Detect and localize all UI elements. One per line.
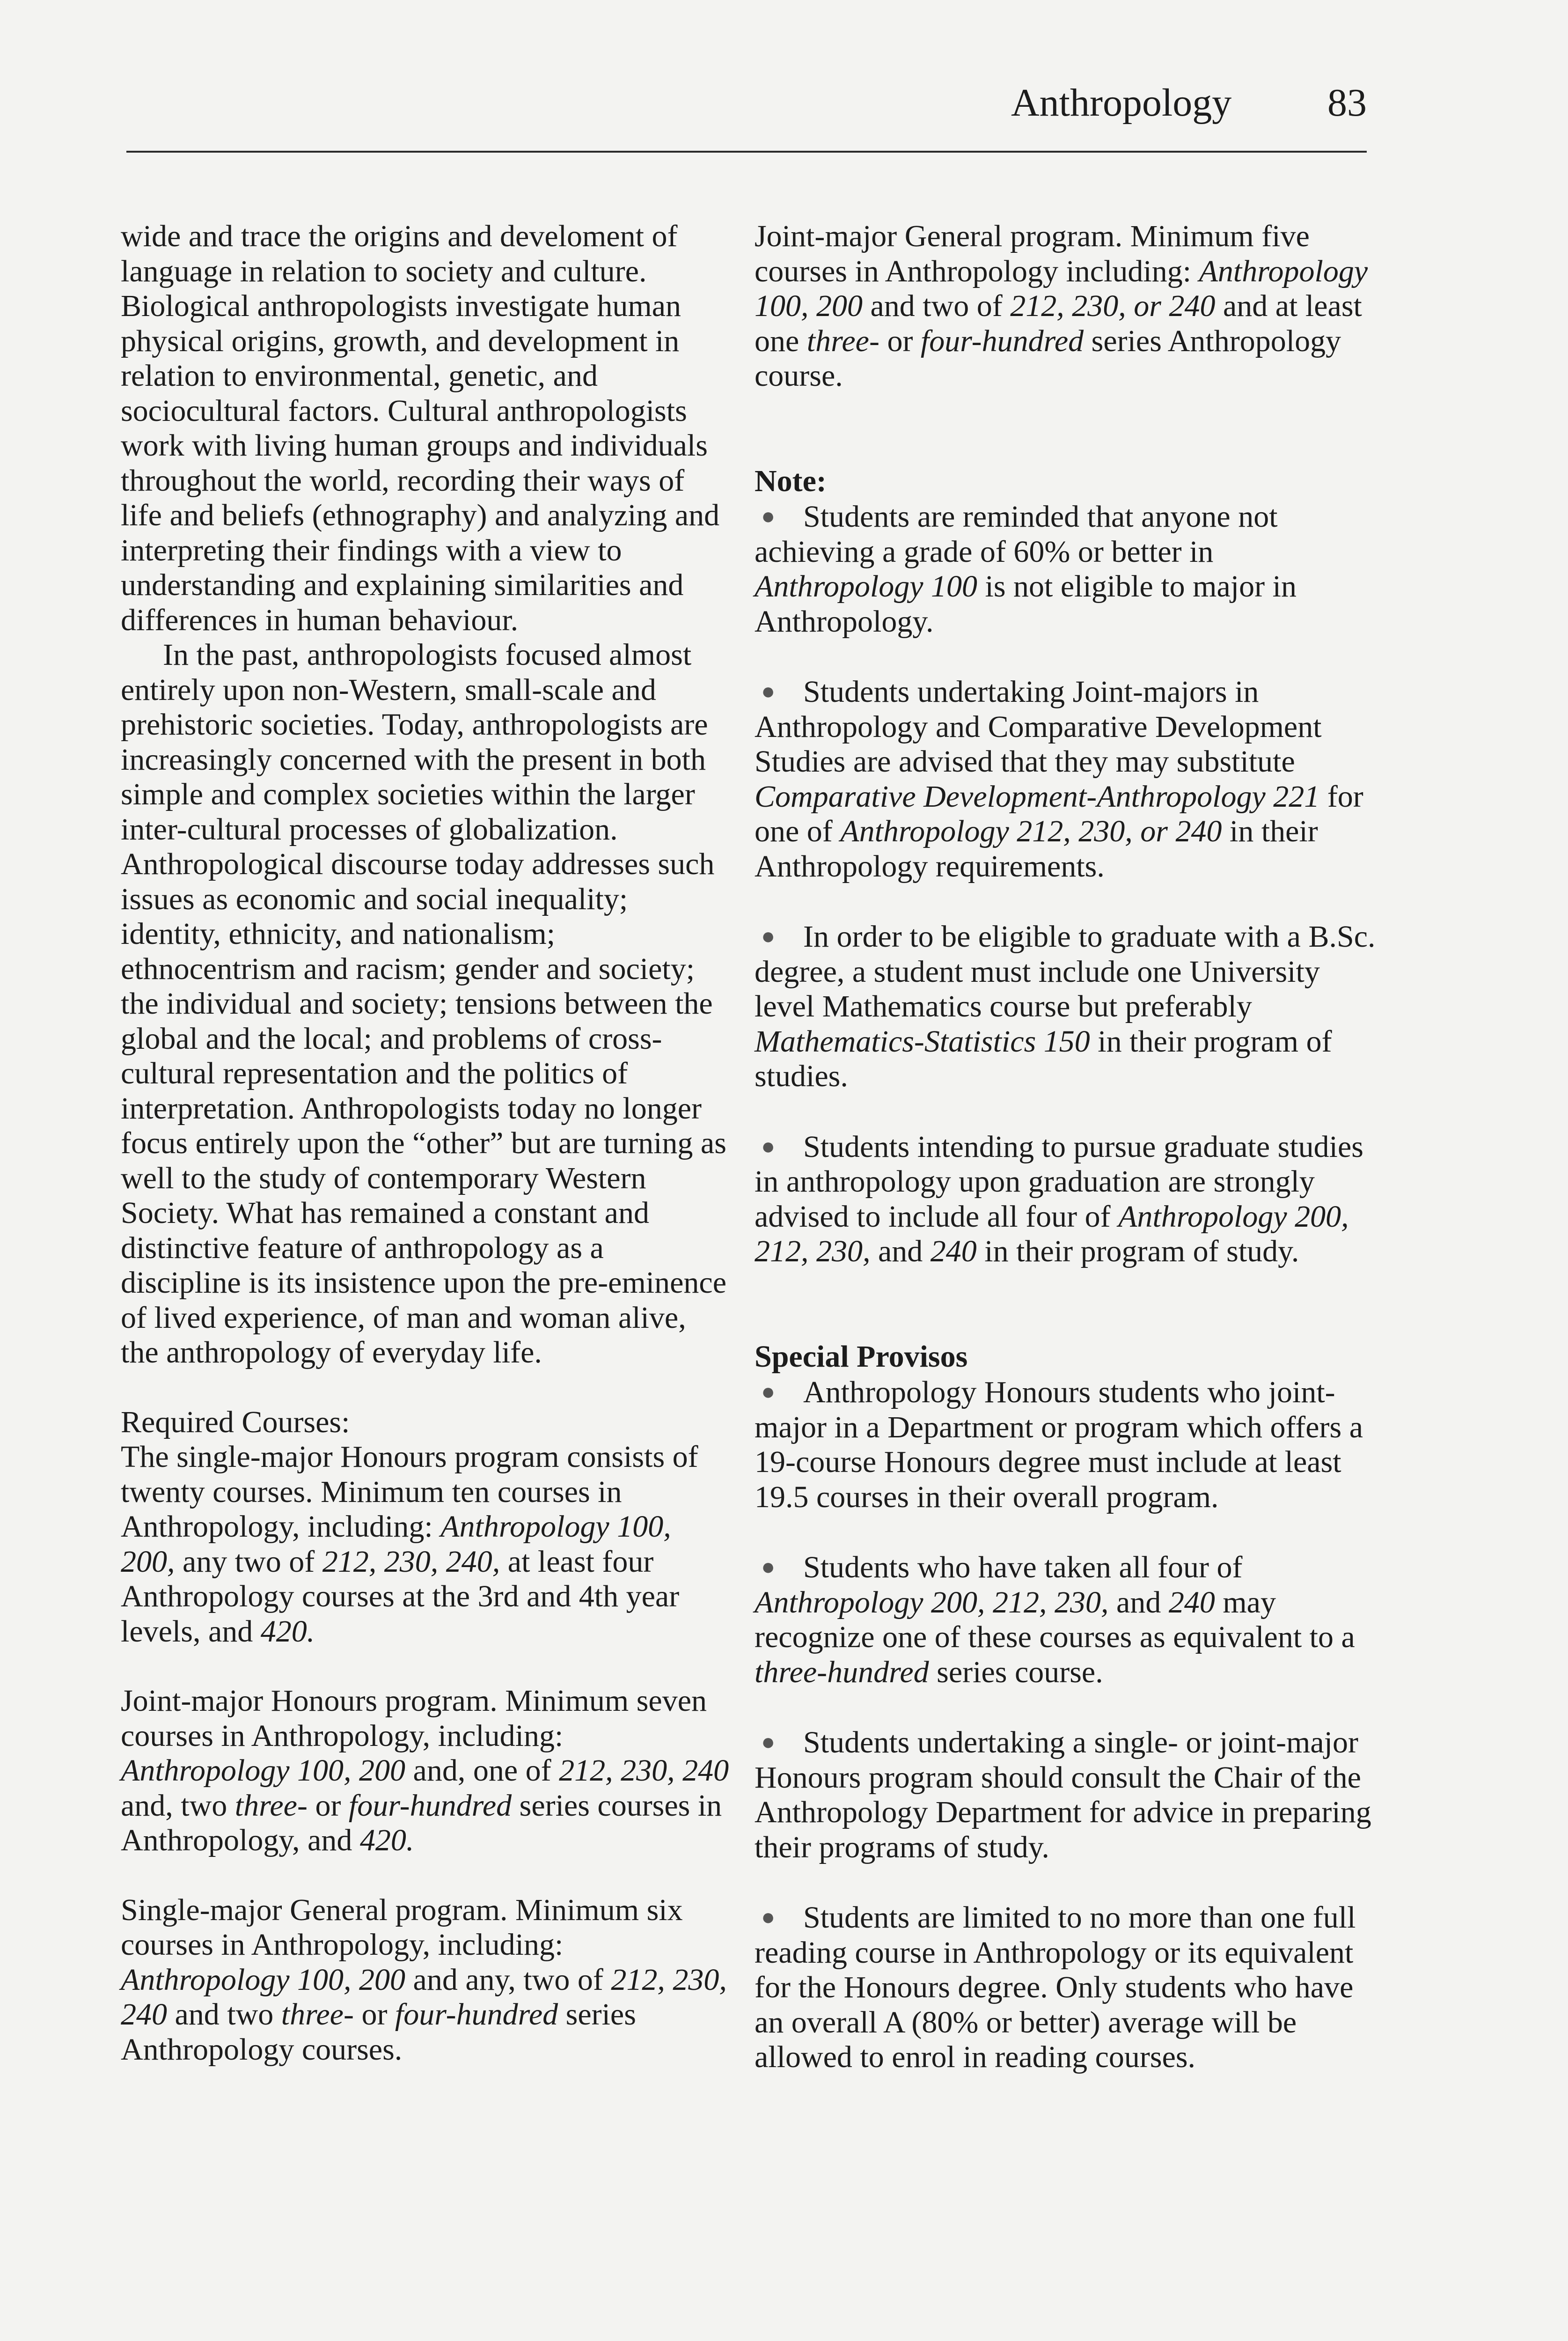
bullet-icon: ● (761, 1553, 776, 1580)
proviso-item: ● Anthropology Honours students who joint-major in a Department or program which offers a 19-course Honours degree must include at least 19.5 courses in their overall program. (755, 1375, 1363, 1514)
header-rule (126, 151, 1367, 153)
bullet-icon: ● (761, 1904, 776, 1930)
bullet-icon: ● (761, 1133, 776, 1159)
note-heading: Note: (755, 464, 827, 498)
single-major-general-paragraph: Single-major General program. Minimum six courses in Anthropology, including: Anthropology 100, 200 and any, two of 212, 230, 240 and two three- or four-hundred series Anthropology courses. (121, 1892, 727, 2067)
special-provisos-heading: Special Provisos (755, 1339, 968, 1374)
note-item: ● In order to be eligible to graduate with a B.Sc. degree, a student must include one University level Mathematics course but preferably Mathematics-Statistics 150 in their program of studies. (755, 920, 1376, 1093)
body-paragraph: In the past, anthropologists focused almost entirely upon non-Western, small-scale and prehistoric societies. Today, anthropologists are increasingly concerned with the present in both simple and complex societies within the larger inter-cultural processes of globalization. Anthropological discourse today addresses such issues as economic and social inequality; identity, ethnicity, and nationalism; ethnocentrism and racism; gender and society; the individual and society; tensions between the global and the local; and problems of cross-cultural representation and the politics of interpretation. Anthropologists today no longer focus entirely upon the “other” but are turning as well to the study of contemporary Western Society. What has remained a constant and distinctive feature of anthropology as a discipline is its insistence upon the pre-eminence of lived experience, of man and woman alive, the anthropology of everyday life. (121, 638, 726, 1369)
proviso-item: ● Students undertaking a single- or joint-major Honours program should consult the Chair of the Anthropology Department for advice in preparing their programs of study. (755, 1725, 1371, 1864)
proviso-item: ● Students are limited to no more than one full reading course in Anthropology or its equivalent for the Honours degree. Only students who have an overall A (80% or better) average will be allowed to enrol in reading courses. (755, 1900, 1356, 2074)
bullet-icon: ● (761, 923, 776, 949)
running-header (1002, 75, 1367, 131)
required-courses-heading: Required Courses: (121, 1405, 350, 1439)
page-number: 83 (1327, 81, 1367, 125)
single-major-honours-paragraph: The single-major Honours program consists of twenty courses. Minimum ten courses in Anthropology, including: Anthropology 100, 200, any two of 212, 230, 240, at least four Anthropology courses at the 3rd and 4th year levels, and 420. (121, 1440, 698, 1649)
left-column (121, 219, 729, 2067)
body-paragraph: wide and trace the origins and develoment of language in relation to society and culture. Biological anthropologists investigate human physical origins, growth, and development in relation to environmental, genetic, and sociocultural factors. Cultural anthropologists work with living human groups and individuals throughout the world, recording their ways of life and beliefs (ethnography) and analyzing and interpreting their findings with a view to understanding and explaining similarities and differences in human behaviour. (121, 219, 720, 637)
joint-major-general-paragraph: Joint-major General program. Minimum five courses in Anthropology including: Anthropology 100, 200 and two of 212, 230, or 240 and at least one three- or four-hundred series Anthropology course. (755, 219, 1368, 393)
note-item: ● Students are reminded that anyone not achieving a grade of 60% or better in Anthropology 100 is not eligible to major in Anthropology. (755, 500, 1297, 639)
bullet-icon: ● (761, 678, 776, 704)
right-column (755, 219, 1377, 2075)
joint-major-honours-paragraph: Joint-major Honours program. Minimum seven courses in Anthropology, including: Anthropology 100, 200 and, one of 212, 230, 240 and, two three- or four-hundred series courses in Anthropology, and 420. (121, 1684, 729, 1857)
section-title: Anthropology (1011, 81, 1232, 125)
note-item: ● Students undertaking Joint-majors in Anthropology and Comparative Development Studies are advised that they may substitute Comparative Development-Anthropology 221 for one of Anthropology 212, 230, or 240 in their Anthropology requirements. (755, 675, 1363, 883)
proviso-item: ● Students who have taken all four of Anthropology 200, 212, 230, and 240 may recognize one of these courses as equivalent to a three-hundred series course. (755, 1550, 1355, 1689)
bullet-icon: ● (761, 1729, 776, 1755)
bullet-icon: ● (761, 503, 776, 529)
note-item: ● Students intending to pursue graduate studies in anthropology upon graduation are strongly advised to include all four of Anthropology 200, 212, 230, and 240 in their program of study. (755, 1129, 1363, 1268)
bullet-icon: ● (761, 1378, 776, 1405)
